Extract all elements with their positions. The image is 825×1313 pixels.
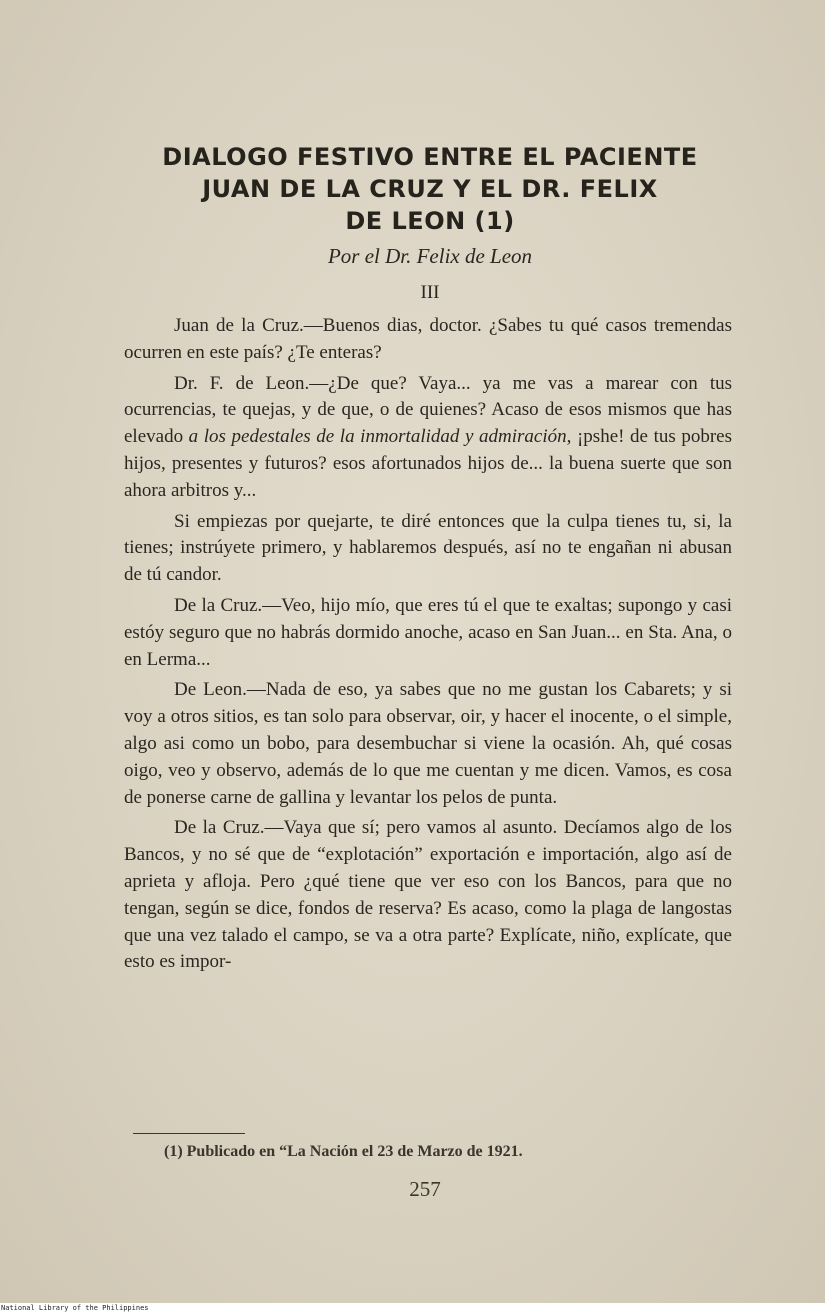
footnote: (1) Publicado en “La Nación el 23 de Marzo de 1921.	[164, 1143, 523, 1160]
paragraph-2-italic: a los pedestales de la inmortalidad y admiración,	[188, 426, 572, 448]
byline: Por el Dr. Felix de Leon	[327, 244, 533, 268]
paragraph-2-text-a: Dr. F. de Leon.—¿De que? Vaya... ya me vas a marear con tus ocurrencias, te quejas, y de que, o de quienes? Acaso de esos mismos que has elevado	[124, 372, 732, 448]
paragraph-6: De la Cruz.—Vaya que sí; pero vamos al asunto. Decíamos algo de los Bancos, y no sé que de “explotación” exportación e importación, algo así de aprieta y afloja. Pero ¿qué tiene que ver eso con los Bancos, para que no tengan, según se dice, fondos de reserva? Es acaso, como la plaga de langostas que una vez talado el campo, se va a otra parte? Explícate, niño, explícate, que esto es impor-	[124, 817, 732, 973]
footnote-divider	[133, 1133, 245, 1134]
library-credit: National Library of the Philippines	[0, 1303, 825, 1313]
paragraph-2	[124, 371, 732, 505]
section-number: III	[420, 282, 440, 303]
paragraph-4: De la Cruz.—Veo, hijo mío, que eres tú el que te exaltas; supongo y casi estóy seguro que no habrás dormido anoche, acaso en San Juan... en Sta. Ana, o en Lerma...	[124, 594, 732, 670]
paragraph-2-text-c: ¡pshe! de tus pobres hijos, presentes y futuros? esos afortunados hijos de... la buena suerte que son ahora arbitros y...	[124, 426, 732, 501]
title-line-3: DE LEON (1)	[345, 207, 515, 235]
paragraph-3: Si empiezas por quejarte, te diré entonces que la culpa tienes tu, si, la tienes; instrúyete primero, y hablaremos después, así no te engañan ni abusan de tú candor.	[124, 510, 732, 586]
article-body	[124, 313, 732, 980]
title-line-1: DIALOGO FESTIVO ENTRE EL PACIENTE	[162, 143, 698, 171]
page-number: 257	[409, 1177, 441, 1201]
paragraph-1: Juan de la Cruz.—Buenos dias, doctor. ¿Sabes tu qué casos tremendas ocurren en este país? ¿Te enteras?	[124, 315, 732, 363]
title-line-2: JUAN DE LA CRUZ Y EL DR. FELIX	[202, 175, 658, 203]
paragraph-5: De Leon.—Nada de eso, ya sabes que no me gustan los Cabarets; y si voy a otros sitios, es tan solo para observar, oir, y hacer el inocente, o el simple, algo asi como un bobo, para desembuchar si viene la ocasión. Ah, qué cosas oigo, veo y observo, además de lo que me cuentan y me dicen. Vamos, es cosa de ponerse carne de gallina y levantar los pelos de punta.	[124, 679, 732, 808]
article-title	[100, 141, 760, 237]
